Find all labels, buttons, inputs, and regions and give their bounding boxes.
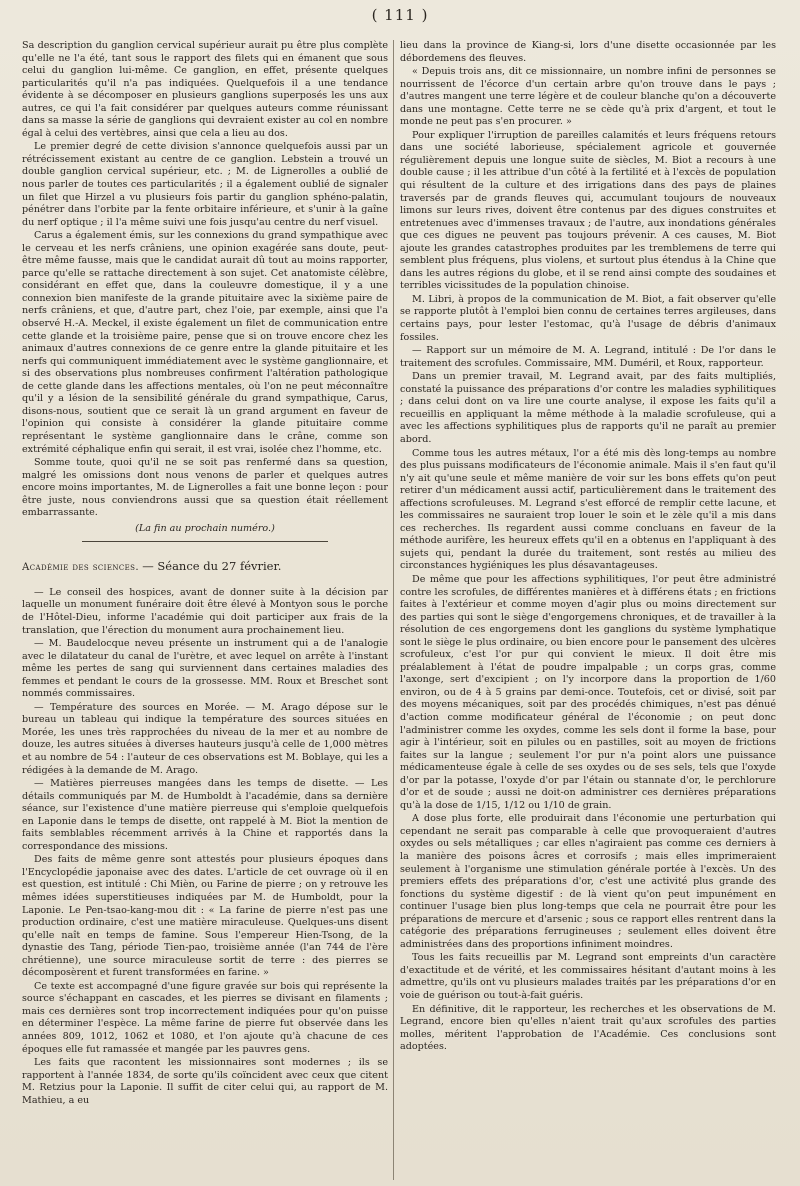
paragraph: Carus a également émis, sur les connexions du grand sympathique avec le cerveau et les nerfs crâniens, une opinion exagérée sans doute, peut-être même fausse, mais que le candidat aurait dû tout au moins rapporter, parce qu'elle se rattache directement à son sujet. Cet anatomiste célèbre, considérant en effet que, dans la couleuvre domestique, il y a une connexion bien manifeste de la grande pituitaire avec la sixième paire de nerfs crâniens, et que, d'autre part, chez l'oie, par exemple, ainsi que l'a observé H.-A. Meckel, il existe également un filet de communication entre cette glande et la troisième paire, pense que si on trouve encore chez les animaux d'autres connexions de ce genre entre la glande pituitaire et les nerfs qui communiquent immédiatement avec le système ganglionnaire, et si des observations plus nombreuses confirment l'altération pathologique de cette glande dans les affections mentales, où l'on ne peut méconnaître qu'il y a lésion de la sensibilité générale du grand sympathique, Carus, disons-nous, soutient que ce serait là un grand argument en faveur de l'opinion qui consiste à considérer la glande pituitaire comme représentant le système ganglionnaire dans le crâne, comme son extrémité céphalique enfin qui serait, il est vrai, isolée chez l'homme, etc.	[22, 230, 388, 455]
section-divider	[82, 541, 328, 542]
column-divider	[393, 40, 394, 1180]
section-heading	[22, 560, 388, 575]
paragraph: — Matières pierreuses mangées dans les temps de disette. — Les détails communiqués par M. de Humboldt à l'académie, dans sa dernière séance, sur l'existence d'une matière pierreuse qui s'emploie quelquefois en Laponie dans le temps de disette, ont rappelé à M. Biot la mention de faits semblables récemment arrivés à la Chine et rapportés dans la correspondance des missions.	[22, 778, 388, 852]
right-column	[400, 40, 776, 1180]
page-number: ( 111 )	[371, 6, 429, 24]
section-title: Académie des sciences.	[22, 562, 139, 574]
paragraph: De même que pour les affections syphilitiques, l'or peut être administré contre les scrofules, de différentes manières et à différens états ; en frictions faites à l'extérieur et comme moyen d'agir plus ou moins directement sur des parties qui sont le siège d'engorgemens chroniques, et de travailler à la résolution de ces engorgemens dont les ganglions du système lymphatique sont le siège le plus ordinaire, ou bien encore pour le pansement des ulcères scrofuleux, c'est l'or pur qui convient le mieux. Il doit être mis préalablement à l'état de poudre impalpable ; un corps gras, comme l'axonge, sert d'excipient ; on l'y incorpore dans la proportion de 1/60 environ, ou de 4 à 5 grains par demi-once. Toutefois, cet or divisé, soit par des moyens mécaniques, soit par des procédés chimiques, n'est pas dénué d'action comme modificateur général de l'économie ; on peut donc l'administrer comme les oxydes, comme les sels dont il forme la base, pour agir à l'intérieur, soit en pilules ou en pastilles, soit au moyen de frictions faites sur la langue ; seulement l'or pur n'a point alors une puissance médicamenteuse égale à celle de ses oxydes ou de ses sels, tels que l'oxyde d'or par la potasse, l'oxyde d'or par l'étain ou stannate d'or, le perchlorure d'or et de soude ; aussi ne doit-on administrer ces dernières préparations qu'à la dose de 1/15, 1/12 ou 1/10 de grain.	[400, 573, 776, 811]
to-be-continued-note: (La fin au prochain numéro.)	[135, 522, 275, 534]
paragraph: — M. Baudelocque neveu présente un instrument qui a de l'analogie avec le dilatateur du canal de l'urètre, et avec lequel on arrête à l'instant même les pertes de sang qui surviennent dans certaines maladies des femmes et pendant le cours de la grossesse. MM. Roux et Breschet sont nommés commissaires.	[22, 638, 388, 700]
paragraph: Tous les faits recueillis par M. Legrand sont empreints d'un caractère d'exactitude et de vérité, et les commissaires hésitant d'autant moins à les admettre, qu'ils ont vu plusieurs malades traités par les préparations d'or en voie de guérison ou tout-à-fait guéris.	[400, 952, 776, 1002]
paragraph: Comme tous les autres métaux, l'or a été mis dès long-temps au nombre des plus puissans modificateurs de l'économie animale. Mais il s'en faut qu'il n'y ait qu'une seule et même manière de voir sur les bons effets qu'on peut retirer d'un médicament aussi actif, particulièrement dans le traitement des affections scrofuleuses. M. Legrand s'est efforcé de remplir cette lacune, et les commissaires ne sauraient trop louer le soin et le zèle qu'il a mis dans ces recherches. Ils regardent aussi comme concluans en faveur de la méthode aurifère, les heureux effets qu'il en a obtenus en l'appliquant à des sujets qui, pendant la durée du traitement, sont restés au milieu des circonstances hygiéniques les plus désavantageuses.	[400, 447, 776, 572]
paragraph: — Le conseil des hospices, avant de donner suite à la décision par laquelle un monument funéraire doit être élevé à Montyon sous le porche de l'Hôtel-Dieu, informe l'académie qui doit participer aux frais de la translation, que l'érection du monument aura prochainement lieu.	[22, 586, 388, 636]
paragraph: Sa description du ganglion cervical supérieur aurait pu être plus complète qu'elle ne l'a été, tant sous le rapport des filets qui en émanent que sous celui du ganglion lui-même. Ce ganglion, en effet, présente quelques particularités qu'il n'a pas indiquées. Quelquefois il a une tendance évidente à se décomposer en plusieurs ganglions superposés les uns aux autres, ce qui l'a fait considérer par quelques auteurs comme réunissant dans sa masse la série de ganglions qui devraient exister au col en nombre égal à celui des vertèbres, ainsi que cela a lieu au dos.	[22, 40, 388, 139]
paragraph: — Rapport sur un mémoire de M. A. Legrand, intitulé : De l'or dans le traitement des scrofules. Commissaire, MM. Duméril, et Roux, rapporteur.	[400, 345, 776, 369]
paragraph: Les faits que racontent les missionnaires sont modernes ; ils se rapportent à l'année 1834, de sorte qu'ils coïncident avec ceux que citent M. Retzius pour la Laponie. Il suffit de citer celui qui, au rapport de M. Mathieu, a eu	[22, 1057, 388, 1106]
section-date: — Séance du 27 février.	[142, 559, 282, 574]
left-column	[22, 40, 388, 1180]
paragraph: En définitive, dit le rapporteur, les recherches et les observations de M. Legrand, encore bien qu'elles n'aient trait qu'aux scrofules des parties molles, méritent l'approbation de l'Académie. Ces conclusions sont adoptées.	[400, 1003, 776, 1053]
paragraph: Pour expliquer l'irruption de pareilles calamités et leurs fréquens retours dans une société laborieuse, spécialement agricole et gouvernée régulièrement depuis une longue suite de siècles, M. Biot a recours à une double cause ; il les attribue d'un côté à la fertilité et à l'excès de population qui résultent de la culture et des irrigations dans des pays de plaines traversés par de grands fleuves qui, accumulant toujours de nouveaux limons sur leurs rives, doivent être contenus par des digues construites et entretenues avec d'immenses travaux ; de l'autre, aux inondations générales que ces digues ne peuvent pas toujours prévenir. A ces causes, M. Biot ajoute les grandes catastrophes produites par les tremblemens de terre qui semblent plus fréquens, plus violens, et surtout plus étendus à la Chine que dans les autres régions du globe, et il se rend ainsi compte des soudaines et terribles vicissitudes de la population chinoise.	[400, 129, 776, 292]
paragraph: Ce texte est accompagné d'une figure gravée sur bois qui représente la source s'échappant en cascades, et les pierres se divisant en filaments ; mais ces dernières sont trop incorrectement indiquées pour qu'on puisse en déterminer l'espèce. La même farine de pierre fut observée dans les années 809, 1012, 1062 et 1080, et l'on ajoute qu'à chacune de ces époques elle fut ramassée et mangée par les pauvres gens.	[22, 980, 388, 1055]
paragraph: Somme toute, quoi qu'il ne se soit pas renfermé dans sa question, malgré les omissions dont nous venons de parler et quelques autres encore moins importantes, M. de Lignerolles a fait une bonne leçon : pour être juste, nous conviendrons aussi que sa question était réellement embarrassante.	[22, 457, 388, 519]
paragraph: lieu dans la province de Kiang-si, lors d'une disette occasionnée par les débordemens des fleuves.	[400, 40, 776, 64]
paragraph: « Depuis trois ans, dit ce missionnaire, un nombre infini de personnes se nourrissent de l'écorce d'un certain arbre qu'on trouve dans le pays ; d'autres mangent une terre légère et de couleur blanche qu'on a découverte dans une montagne. Cette terre ne se cède qu'à prix d'argent, et tout le monde ne peut pas s'en procurer. »	[400, 66, 776, 128]
paragraph: Dans un premier travail, M. Legrand avait, par des faits multipliés, constaté la puissance des préparations d'or contre les maladies syphilitiques ; dans celui dont on va lire une courte analyse, il expose les faits qu'il a recueillis en appliquant la même méthode à la maladie scrofuleuse, qui a avec les affections syphilitiques plus de rapports qu'il ne paraît au premier abord.	[400, 371, 776, 445]
paragraph: A dose plus forte, elle produirait dans l'économie une perturbation qui cependant ne serait pas comparable à celle que provoqueraient d'autres oxydes ou sels métalliques ; car elles n'agiraient pas comme ces derniers à la manière des poisons âcres et corrosifs ; mais elles imprimeraient seulement à l'organisme une stimulation générale portée à l'excès. Un des premiers effets des préparations d'or, c'est une activité plus grande des fonctions du système digestif : de là vient qu'on peut impunément en continuer l'usage bien plus long-temps que cela ne pourrait être pour les préparations de mercure et d'arsenic ; sous ce rapport elles rentrent dans la catégorie des préparations ferrugineuses ; seulement elles doivent être administrées dans des proportions infiniment moindres.	[400, 813, 776, 950]
paragraph: — Température des sources en Morée. — M. Arago dépose sur le bureau un tableau qui indique la température des sources situées en Morée, les unes très rapprochées du niveau de la mer et au nombre de douze, les autres situées à diverses hauteurs jusqu'à celle de 1,000 mètres et au nombre de 54 : l'auteur de ces observations est M. Boblaye, qui les a rédigées à la demande de M. Arago.	[22, 701, 388, 776]
paragraph: M. Libri, à propos de la communication de M. Biot, a fait observer qu'elle se rapporte plutôt à l'emploi bien connu de certaines terres argileuses, dans certains pays, pour lester l'estomac, qu'à l'usage de débris d'animaux fossiles.	[400, 293, 776, 343]
paragraph: Des faits de même genre sont attestés pour plusieurs époques dans l'Encyclopédie japonaise avec des dates. L'article de cet ouvrage où il en est question, est intitulé : Chi Mièn, ou Farine de pierre ; on y retrouve les mêmes idées superstitieuses indiquées par M. de Humboldt, pour la Laponie. Le Pen-tsao-kang-mou dit : « La farine de pierre n'est pas une production ordinaire, c'est une matière miraculeuse. Quelques-uns disent qu'elle naît en temps de famine. Sous l'empereur Hien-Tsong, de la dynastie des Tang, période Tien-pao, troisième année (l'an 744 de l'ère chrétienne), une source miraculeuse sortit de terre : des pierres se décomposèrent et furent transformées en farine. »	[22, 854, 388, 979]
paragraph: Le premier degré de cette division s'annonce quelquefois aussi par un rétrécissement existant au centre de ce ganglion. Lebstein a trouvé un double ganglion cervical supérieur, etc. ; M. de Lignerolles a oublié de nous parler de toutes ces particularités ; il a également oublié de signaler un filet que Hirzel a vu plusieurs fois partir du ganglion sphéno-palatin, pénétrer dans l'orbite par la fente orbitaire inférieure, et s'unir à la gaîne du nerf optique ; il l'a même suivi une fois jusqu'au centre du nerf visuel.	[22, 141, 388, 228]
